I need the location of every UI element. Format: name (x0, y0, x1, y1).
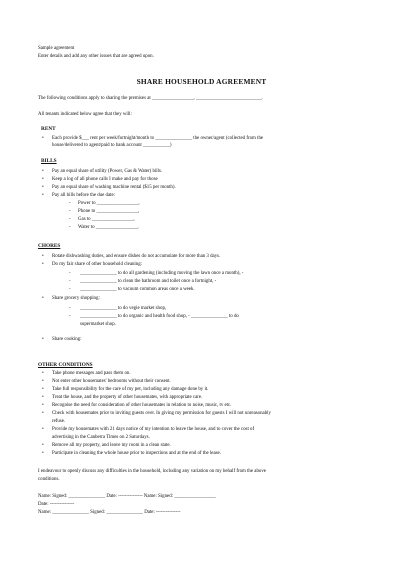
dash: - (69, 287, 71, 292)
bullet: • (42, 387, 44, 392)
bullet: • (42, 193, 44, 198)
cleaning-item: _______________ to clean the bathroom and toilet once a fortnight, - (80, 279, 217, 284)
chores-heading: CHORES (38, 243, 61, 249)
rent-item: Each provide $___ rent per week/fortnight/month to _______________ the owner/agent (collected from the (52, 136, 264, 141)
dash: - (69, 217, 71, 222)
bullet: • (42, 395, 44, 400)
bullet: • (42, 371, 44, 376)
other-heading: OTHER CONDITIONS (38, 362, 93, 368)
bills-sub-item: Power to _________________, (78, 201, 140, 206)
grocery-item: Share grocery shopping: (52, 296, 100, 301)
preamble-conditions: The following conditions apply to sharing the premises at _________________, ___________________________. (38, 96, 264, 101)
bills-sub-item: Phone to _________________, (78, 209, 140, 214)
dash: - (69, 201, 71, 206)
bullet: • (42, 262, 44, 267)
bullet: • (42, 254, 44, 259)
grocery-sub-item: _______________ to do vegie market shop, (80, 306, 167, 311)
bullet: • (42, 443, 44, 448)
bullet: • (42, 427, 44, 432)
chores-item: Rotate dishwashing duties, and ensure dishes do not accumulate for more than 3 days. (52, 254, 221, 259)
grocery-sub-item: _______________ to do organic and health food shop, - _______________ to do (80, 314, 239, 319)
other-item: Treat the house, and the property of other housemates, with appropriate care. (52, 395, 203, 400)
grocery-sub-item: supermarket shop. (80, 322, 116, 327)
preamble-tenants: All tenants indicated below agree that they will: (38, 112, 132, 117)
other-item: Recognise the need for consideration of other housemates in relation to noise, music, tv etc. (52, 403, 232, 408)
bullet: • (42, 185, 44, 190)
bullet: • (42, 403, 44, 408)
bills-item: Pay all bills before the due date: (52, 193, 116, 198)
chores-item: Do my fair share of other household cleaning: (52, 262, 143, 267)
dash: - (69, 279, 71, 284)
dash: - (69, 271, 71, 276)
bills-item: Pay an equal share of washing machine rental ($15 per month). (52, 185, 176, 190)
page-title: SHARE HOUSEHOLD AGREEMENT (136, 77, 267, 86)
other-item: Take phone messages and pass them on. (52, 371, 131, 376)
bills-sub-item: Gas to _________________, (78, 217, 135, 222)
intro-line-1: Sample agreement (38, 46, 75, 51)
other-item-cont: advertising in the Canberra Times on 2 Saturdays. (52, 435, 150, 440)
bullet: • (42, 136, 44, 141)
bullet: • (42, 379, 44, 384)
bills-item: Pay an equal share of utility (Power, Gas & Water) bills. (52, 169, 163, 174)
other-item: Remove all my property, and leave my room in a clean state. (52, 443, 171, 448)
rent-heading: RENT (41, 126, 56, 132)
signature-row: Name: Signed: _______________ Date: --------------- Name: Signed: _________________ (38, 494, 216, 499)
other-item: Check with housemates prior to inviting guests over. In giving my permission for guests I will not unreasonably (52, 411, 271, 416)
bullet: • (42, 411, 44, 416)
bullet: • (42, 169, 44, 174)
other-item: Provide my housemates with 21 days notice of my intention to leave the house, and to cover the cost of (52, 427, 255, 432)
dash: - (69, 225, 71, 230)
dash: - (69, 306, 71, 311)
bills-sub-item: Water to _________________, (78, 225, 139, 230)
bullet: • (42, 451, 44, 456)
intro-line-2: Enter details and add any other issues that are agreed upon. (38, 54, 154, 59)
bullet: • (42, 296, 44, 301)
dash: - (69, 209, 71, 214)
rent-item-cont: house/delivered to agent/paid to bank account ___________) (52, 143, 172, 148)
dash: - (69, 314, 71, 319)
bills-item: Keep a log of all phone calls I make and pay for those (52, 177, 158, 182)
other-item: Participate in cleaning the whole house prior to inspections and at the end of the lease. (52, 451, 221, 456)
other-item-cont: refuse. (52, 419, 66, 424)
signature-row: Name: _______________ Signed: _______________ Date: --------------- (38, 510, 181, 515)
other-item: Take full responsibility for the care of my pet, including any damage done by it. (52, 387, 209, 392)
bills-heading: BILLS (41, 158, 57, 164)
signature-date-row: Date: --------------- (38, 502, 75, 507)
bullet: • (42, 177, 44, 182)
cleaning-item: _______________ to do all gardening (including moving the lawn once a month), - (80, 271, 244, 276)
closing-line-1: I endeavour to openly discuss any difficulties in the household, including any variation on my behalf from the above (38, 469, 266, 474)
other-item: Not enter other housemates' bedrooms without their consent. (52, 379, 171, 384)
cleaning-item: _______________ to vacuum common areas once a week. (80, 287, 195, 292)
bullet: • (42, 337, 44, 342)
cooking-item: Share cooking: (52, 337, 82, 342)
closing-line-2: conditions. (38, 477, 60, 482)
